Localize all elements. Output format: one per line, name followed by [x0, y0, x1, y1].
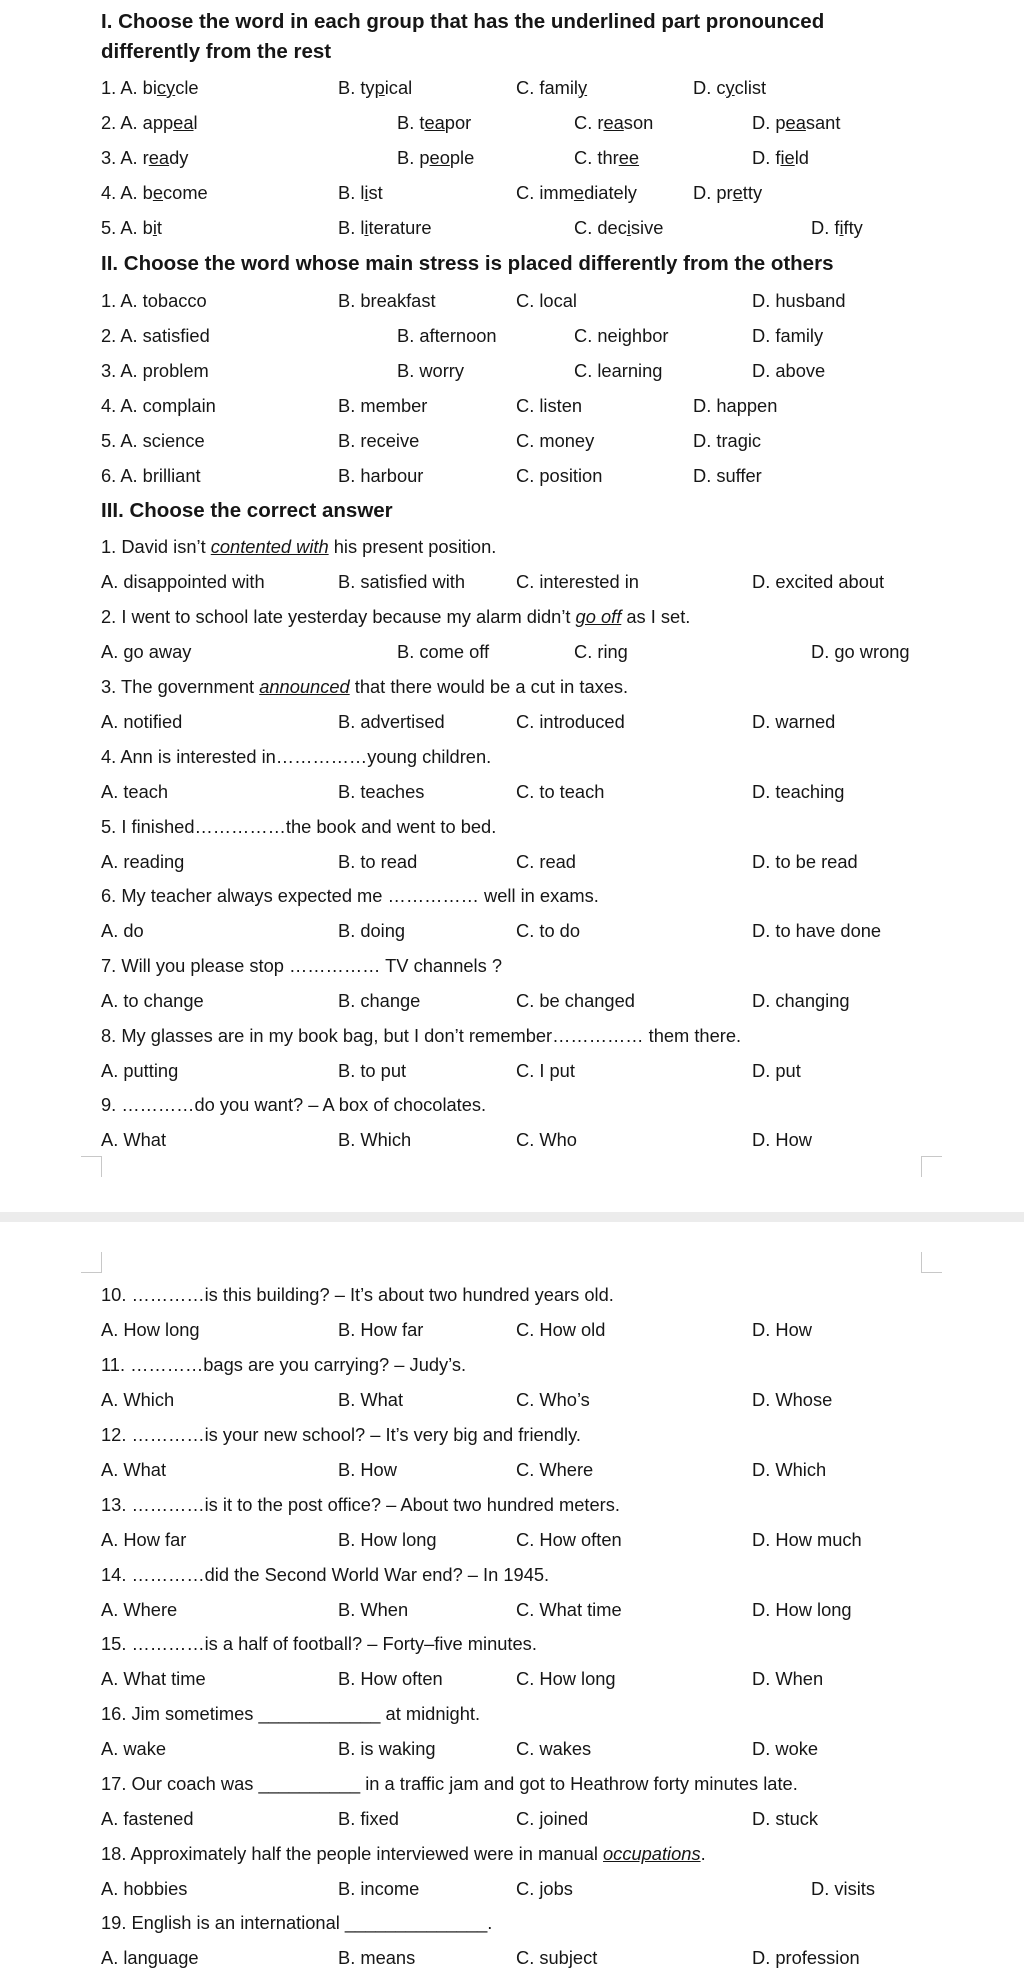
answers-17 [10, 1804, 1012, 1834]
option-c: C. money [516, 430, 595, 451]
option-c: C. ring [574, 641, 628, 662]
option-c: C. three [574, 147, 640, 168]
option-a: 4. A. become [101, 182, 208, 203]
answers-11 [10, 1385, 1012, 1415]
stress-row-4 [10, 391, 1012, 421]
option-b: B. fixed [338, 1808, 399, 1829]
option-d: D. How [752, 1129, 812, 1150]
option-d: D. stuck [752, 1808, 819, 1829]
option-a: 5. A. science [101, 430, 205, 451]
question-16: 16. Jim sometimes ____________ at midnight. [101, 1703, 481, 1724]
page-corner-mark [921, 1156, 942, 1177]
question-8: 8. My glasses are in my book bag, but I don’t remember…………… them there. [101, 1025, 742, 1046]
option-a: A. wake [101, 1738, 167, 1759]
option-b: B. member [338, 395, 428, 416]
question-12: 12. …………is your new school? – It’s very big and friendly. [101, 1424, 581, 1445]
option-b: B. How long [338, 1529, 437, 1550]
question-9: 9. …………do you want? – A box of chocolates. [101, 1094, 487, 1115]
option-d: D. happen [693, 395, 778, 416]
pron-row-1 [10, 73, 1012, 103]
question-1: 1. David isn’t contented with his present position. [101, 536, 497, 557]
option-d: D. When [752, 1668, 824, 1689]
option-d: D. above [752, 360, 826, 381]
option-c: C. learning [574, 360, 663, 381]
option-c: C. to do [516, 920, 581, 941]
option-d: D. fifty [811, 217, 863, 238]
option-b: B. literature [338, 217, 432, 238]
option-d: D. suffer [693, 465, 762, 486]
option-a: A. putting [101, 1060, 179, 1081]
option-c: C. local [516, 290, 577, 311]
option-b: B. teaches [338, 781, 425, 802]
answers-4 [10, 777, 1012, 807]
option-b: B. How often [338, 1668, 443, 1689]
option-d: D. family [752, 325, 824, 346]
option-d: D. go wrong [811, 641, 910, 662]
stress-row-1 [10, 286, 1012, 316]
option-c: C. decisive [574, 217, 664, 238]
option-a: A. notified [101, 711, 183, 732]
question-11: 11. …………bags are you carrying? – Judy’s. [101, 1354, 467, 1375]
option-c: C. family [516, 77, 588, 98]
section-1-heading: I. Choose the word in each group that has the underlined part pronounced [101, 10, 825, 33]
option-b: B. What [338, 1389, 404, 1410]
option-c: C. How old [516, 1319, 606, 1340]
option-c: C. What time [516, 1599, 622, 1620]
option-d: D. How much [752, 1529, 862, 1550]
option-c: C. reason [574, 112, 654, 133]
option-a: A. fastened [101, 1808, 194, 1829]
option-c: C. How long [516, 1668, 616, 1689]
option-b: B. come off [397, 641, 490, 662]
option-d: D. excited about [752, 571, 885, 592]
question-10: 10. …………is this building? – It’s about two hundred years old. [101, 1284, 614, 1305]
answers-3 [10, 707, 1012, 737]
answers-15 [10, 1664, 1012, 1694]
question-4: 4. Ann is interested in……………young children. [101, 746, 492, 767]
option-b: B. When [338, 1599, 409, 1620]
question-3: 3. The government announced that there would be a cut in taxes. [101, 676, 629, 697]
option-c: C. joined [516, 1808, 589, 1829]
option-d: D. Which [752, 1459, 827, 1480]
option-b: B. How far [338, 1319, 424, 1340]
answers-16 [10, 1734, 1012, 1764]
option-a: 2. A. satisfied [101, 325, 210, 346]
answers-14 [10, 1595, 1012, 1625]
option-b: B. is waking [338, 1738, 436, 1759]
option-c: C. subject [516, 1947, 598, 1968]
section-1-heading-cont: differently from the rest [101, 40, 332, 63]
option-b: B. list [338, 182, 383, 203]
option-a: A. language [101, 1947, 199, 1968]
pron-row-3 [10, 143, 1012, 173]
option-b: B. satisfied with [338, 571, 466, 592]
option-a: A. Which [101, 1389, 175, 1410]
option-c: C. jobs [516, 1878, 573, 1899]
option-b: B. afternoon [397, 325, 497, 346]
question-13: 13. …………is it to the post office? – About two hundred meters. [101, 1494, 620, 1515]
option-a: 6. A. brilliant [101, 465, 201, 486]
stress-row-2 [10, 321, 1012, 351]
option-d: D. to have done [752, 920, 882, 941]
option-b: B. advertised [338, 711, 445, 732]
page-corner-mark [921, 1252, 942, 1273]
option-b: B. to read [338, 851, 418, 872]
option-c: C. position [516, 465, 603, 486]
pron-row-2 [10, 108, 1012, 138]
question-15: 15. …………is a half of football? – Forty–five minutes. [101, 1633, 537, 1654]
option-a: A. teach [101, 781, 169, 802]
option-d: D. Whose [752, 1389, 833, 1410]
option-d: D. warned [752, 711, 836, 732]
option-d: D. husband [752, 290, 846, 311]
answers-6 [10, 916, 1012, 946]
page-separator [0, 1212, 1024, 1222]
option-b: B. How [338, 1459, 397, 1480]
answers-18 [10, 1874, 1012, 1904]
question-19: 19. English is an international ______________. [101, 1912, 493, 1933]
option-c: C. Who [516, 1129, 577, 1150]
option-d: D. cyclist [693, 77, 767, 98]
option-a: 4. A. complain [101, 395, 216, 416]
question-17: 17. Our coach was __________ in a traffic jam and got to Heathrow forty minutes late. [101, 1773, 798, 1794]
option-c: C. Who’s [516, 1389, 590, 1410]
option-d: D. How [752, 1319, 812, 1340]
option-a: A. do [101, 920, 144, 941]
option-b: B. breakfast [338, 290, 436, 311]
option-d: D. woke [752, 1738, 819, 1759]
option-c: C. immediately [516, 182, 637, 203]
option-a: A. Where [101, 1599, 178, 1620]
option-b: B. means [338, 1947, 416, 1968]
page-corner-mark [81, 1252, 102, 1273]
answers-9 [10, 1125, 1012, 1155]
question-7: 7. Will you please stop …………… TV channels ? [101, 955, 503, 976]
option-d: D. tragic [693, 430, 762, 451]
option-c: C. introduced [516, 711, 625, 732]
option-a: A. How long [101, 1319, 200, 1340]
answers-7 [10, 986, 1012, 1016]
option-a: 3. A. ready [101, 147, 189, 168]
stress-row-5 [10, 426, 1012, 456]
option-d: D. put [752, 1060, 801, 1081]
option-a: A. hobbies [101, 1878, 188, 1899]
option-a: 1. A. tobacco [101, 290, 207, 311]
option-c: C. be changed [516, 990, 635, 1011]
section-3-heading: III. Choose the correct answer [101, 499, 393, 522]
option-b: B. typical [338, 77, 413, 98]
option-c: C. neighbor [574, 325, 669, 346]
option-b: B. Which [338, 1129, 412, 1150]
option-d: D. to be read [752, 851, 858, 872]
option-a: 1. A. bicycle [101, 77, 199, 98]
option-a: A. disappointed with [101, 571, 265, 592]
page-corner-mark [81, 1156, 102, 1177]
option-a: A. go away [101, 641, 192, 662]
question-6: 6. My teacher always expected me …………… well in exams. [101, 885, 599, 906]
answers-10 [10, 1315, 1012, 1345]
option-b: B. worry [397, 360, 465, 381]
answers-5 [10, 847, 1012, 877]
answers-2 [10, 637, 1012, 667]
option-d: D. peasant [752, 112, 841, 133]
section-2-heading: II. Choose the word whose main stress is placed differently from the others [101, 252, 834, 275]
option-c: C. to teach [516, 781, 605, 802]
option-c: C. listen [516, 395, 583, 416]
worksheet-page-2 [10, 1222, 1012, 1977]
option-c: C. I put [516, 1060, 575, 1081]
stress-row-6 [10, 461, 1012, 491]
option-b: B. teapor [397, 112, 472, 133]
option-b: B. to put [338, 1060, 407, 1081]
pron-row-4 [10, 178, 1012, 208]
option-c: C. read [516, 851, 576, 872]
option-b: B. people [397, 147, 475, 168]
pron-row-5 [10, 213, 1012, 243]
option-d: D. profession [752, 1947, 860, 1968]
option-c: C. Where [516, 1459, 594, 1480]
option-a: 3. A. problem [101, 360, 209, 381]
option-a: A. to change [101, 990, 204, 1011]
question-14: 14. …………did the Second World War end? – In 1945. [101, 1564, 550, 1585]
option-c: C. interested in [516, 571, 639, 592]
option-b: B. change [338, 990, 421, 1011]
option-d: D. field [752, 147, 809, 168]
option-b: B. income [338, 1878, 420, 1899]
option-a: A. What [101, 1129, 167, 1150]
question-18: 18. Approximately half the people interviewed were in manual occupations. [101, 1843, 706, 1864]
option-d: D. visits [811, 1878, 875, 1899]
question-2: 2. I went to school late yesterday because my alarm didn’t go off as I set. [101, 606, 691, 627]
answers-13 [10, 1525, 1012, 1555]
worksheet-page-1 [10, 0, 1012, 1212]
answers-12 [10, 1455, 1012, 1485]
option-c: C. How often [516, 1529, 622, 1550]
option-a: 2. A. appeal [101, 112, 198, 133]
answers-1 [10, 567, 1012, 597]
option-d: D. teaching [752, 781, 845, 802]
option-a: A. What time [101, 1668, 206, 1689]
option-c: C. wakes [516, 1738, 592, 1759]
option-d: D. changing [752, 990, 850, 1011]
stress-row-3 [10, 356, 1012, 386]
option-b: B. receive [338, 430, 420, 451]
option-a: 5. A. bit [101, 217, 162, 238]
option-a: A. reading [101, 851, 185, 872]
option-b: B. doing [338, 920, 406, 941]
question-5: 5. I finished……………the book and went to bed. [101, 816, 497, 837]
option-b: B. harbour [338, 465, 424, 486]
option-a: A. What [101, 1459, 167, 1480]
option-a: A. How far [101, 1529, 187, 1550]
option-d: D. How long [752, 1599, 852, 1620]
answers-8 [10, 1056, 1012, 1086]
option-d: D. pretty [693, 182, 763, 203]
answers-19 [10, 1943, 1012, 1973]
